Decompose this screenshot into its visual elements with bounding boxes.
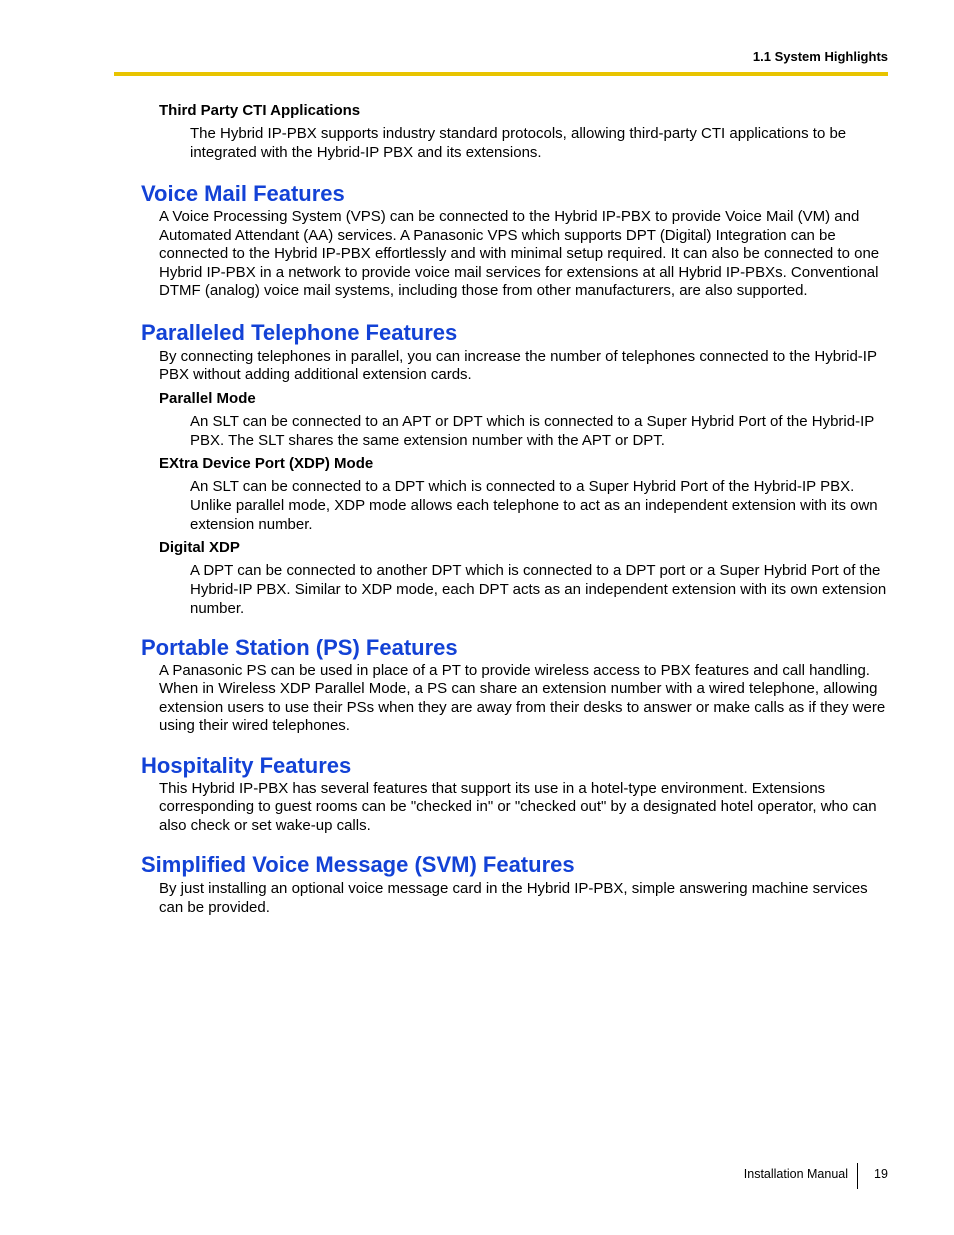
cti-heading: Third Party CTI Applications: [159, 102, 361, 119]
xdp-mode-heading: EXtra Device Port (XDP) Mode: [159, 454, 374, 472]
hospitality-heading: Hospitality Features: [141, 752, 352, 778]
page-number: 19: [874, 1167, 888, 1181]
page-content: [0, 100, 954, 917]
svm-heading: Simplified Voice Message (SVM) Features: [141, 852, 575, 877]
cti-text: The Hybrid IP-PBX supports industry standard protocols, allowing third-party CTI applications to be integrated with the Hybrid-IP PBX and its extensions.: [190, 125, 847, 161]
voice-mail-heading: Voice Mail Features: [141, 181, 345, 206]
hospitality-text: This Hybrid IP-PBX has several features that support its use in a hotel-type environment. Extensions corresponding to guest rooms can be "checked in" or "checked out" by a designated hotel operator, who can also check or set wake-up calls.: [159, 779, 877, 834]
footer-manual-label: Installation Manual: [743, 1167, 848, 1181]
paralleled-text: By connecting telephones in parallel, you can increase the number of telephones connected to the Hybrid-IP PBX without adding additional extension cards.: [159, 347, 877, 383]
parallel-mode-text: An SLT can be connected to an APT or DPT which is connected to a Super Hybrid Port of the Hybrid-IP PBX. The SLT shares the same extension number with the APT or DPT.: [190, 412, 874, 449]
voice-mail-text: A Voice Processing System (VPS) can be connected to the Hybrid IP-PBX to provide Voice Mail (VM) and Automated Attendant (AA) services. A Panasonic VPS which supports DPT (Digital) Integration can be connected to the Hybrid IP-PBX effortlessly and with minimal setup required. It can also be connected to one Hybrid IP-PBX in a network to provide voice mail services for extensions at all Hybrid IP-PBXs. Conventional DTMF (analog) voice mail systems, including those from other manufacturers, are also supported.: [159, 208, 880, 299]
portable-station-heading: Portable Station (PS) Features: [141, 634, 458, 660]
xdp-mode-text: An SLT can be connected to a DPT which is connected to a Super Hybrid Port of the Hybrid-IP PBX. Unlike parallel mode, XDP mode allows each telephone to act as an independent extension with its own extension number.: [190, 477, 878, 533]
svm-text: By just installing an optional voice message card in the Hybrid IP-PBX, simple answering machine services can be provided.: [159, 880, 868, 916]
digital-xdp-text: A DPT can be connected to another DPT which is connected to a DPT port or a Super Hybrid Port of the Hybrid-IP PBX. Similar to XDP mode, each DPT acts as an independent extension with its own extension number.: [190, 561, 887, 617]
portable-station-text: A Panasonic PS can be used in place of a PT to provide wireless access to PBX features and call handling. When in Wireless XDP Parallel Mode, a PS can share an extension number with a wired telephone, allowing extension users to use their PSs when they are away from their desks to answer or make calls as if they were using their wired telephones.: [159, 661, 886, 734]
running-header: 1.1 System Highlights: [752, 49, 888, 64]
paralleled-heading: Paralleled Telephone Features: [141, 319, 458, 345]
header-rule: [114, 72, 888, 76]
parallel-mode-heading: Parallel Mode: [159, 389, 256, 407]
digital-xdp-heading: Digital XDP: [159, 538, 240, 556]
footer-divider: [857, 1163, 858, 1189]
